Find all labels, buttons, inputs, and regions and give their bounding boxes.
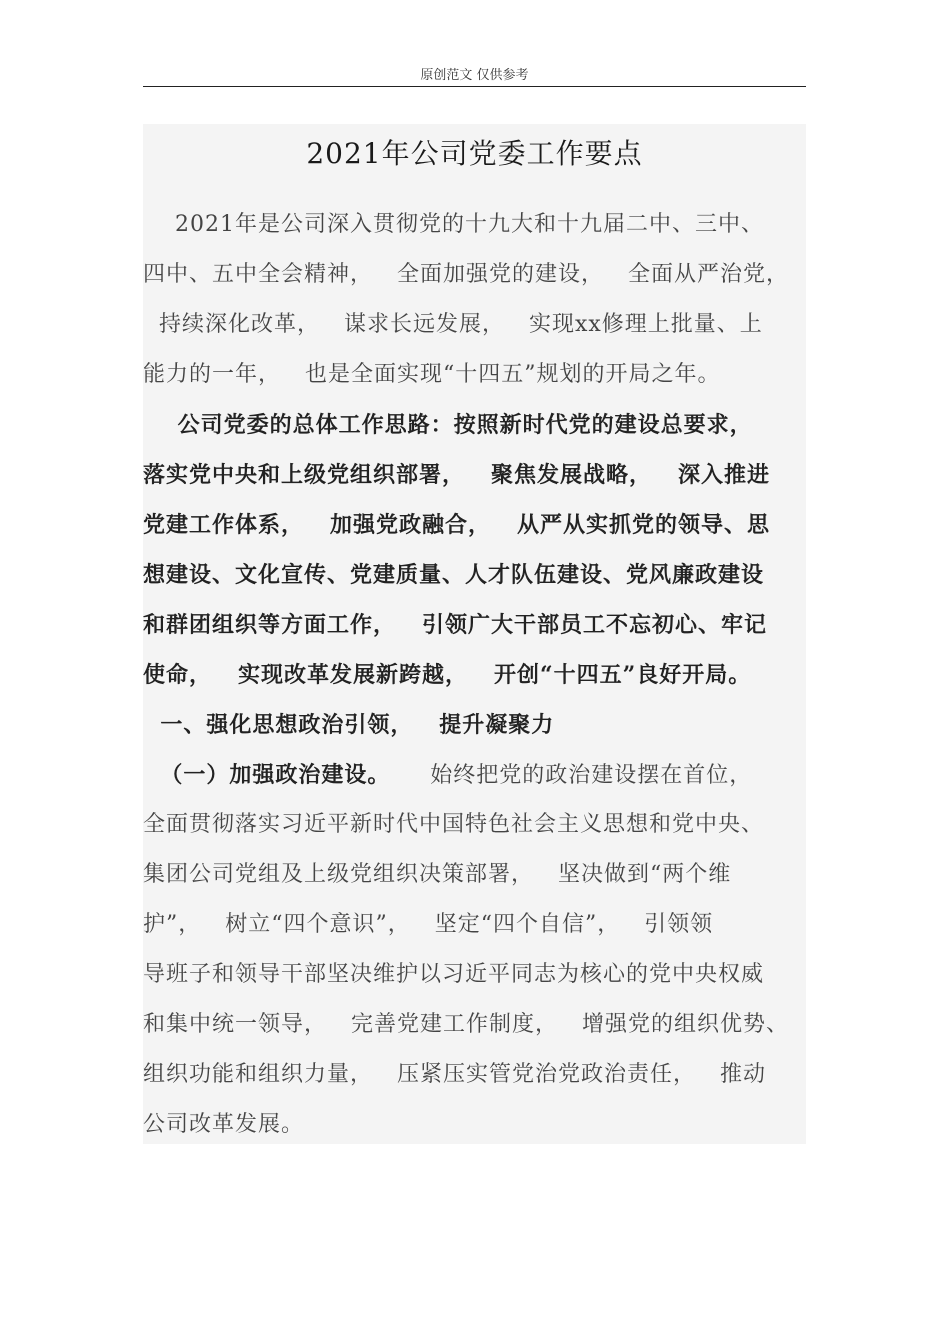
page-header	[143, 66, 806, 87]
document-body	[143, 124, 806, 1144]
paragraph-line: 和群团组织等方面工作， 引领广大干部员工不忘初心、牢记	[143, 612, 767, 638]
paragraph-line: 导班子和领导干部坚决维护以习近平同志为核心的党中央权威	[143, 962, 765, 987]
paragraph-line: 使命， 实现改革发展新跨越， 开创“十四五”良好开局。	[143, 662, 752, 688]
section-heading: 一、强化思想政治引领， 提升凝聚力	[143, 712, 555, 738]
paragraph-line: 组织功能和组织力量， 压紧压实管党治党政治责任， 推动	[143, 1062, 766, 1087]
subsection-line	[143, 750, 806, 801]
paragraph-line: 和集中统一领导， 完善党建工作制度， 增强党的组织优势、	[143, 1012, 789, 1037]
paragraph-line: 集团公司党组及上级党组织决策部署， 坚决做到“两个维	[143, 862, 732, 887]
paragraph-line: 能力的一年， 也是全面实现“十四五”规划的开局之年。	[143, 362, 721, 387]
subsection-text: 始终把党的政治建设摆在首位，	[390, 763, 753, 788]
paragraph-line: 2021年是公司深入贯彻党的十九大和十九届二中、三中、	[143, 212, 764, 237]
paragraph-line: 落实党中央和上级党组织部署， 聚焦发展战略， 深入推进	[143, 462, 770, 488]
paragraph-line: 公司党委的总体工作思路：按照新时代党的建设总要求，	[143, 412, 753, 438]
paragraph-line: 想建设、文化宣传、党建质量、人才队伍建设、党风廉政建设	[143, 562, 765, 588]
paragraph-line: 持续深化改革， 谋求长远发展， 实现xx修理上批量、上	[143, 312, 763, 337]
document-title: 2021年公司党委工作要点	[306, 137, 643, 170]
header-text: 原创范文 仅供参考	[420, 68, 529, 83]
paragraph-line: 四中、五中全会精神， 全面加强党的建设， 全面从严治党，	[143, 262, 789, 287]
subsection-heading: （一）加强政治建设。	[143, 762, 391, 788]
paragraph-line: 党建工作体系， 加强党政融合， 从严从实抓党的领导、思	[143, 512, 770, 538]
paragraph-line: 公司改革发展。	[143, 1112, 305, 1137]
paragraph-line: 全面贯彻落实习近平新时代中国特色社会主义思想和党中央、	[143, 812, 765, 837]
paragraph-line: 护”， 树立“四个意识”， 坚定“四个自信”， 引领领	[143, 912, 714, 937]
